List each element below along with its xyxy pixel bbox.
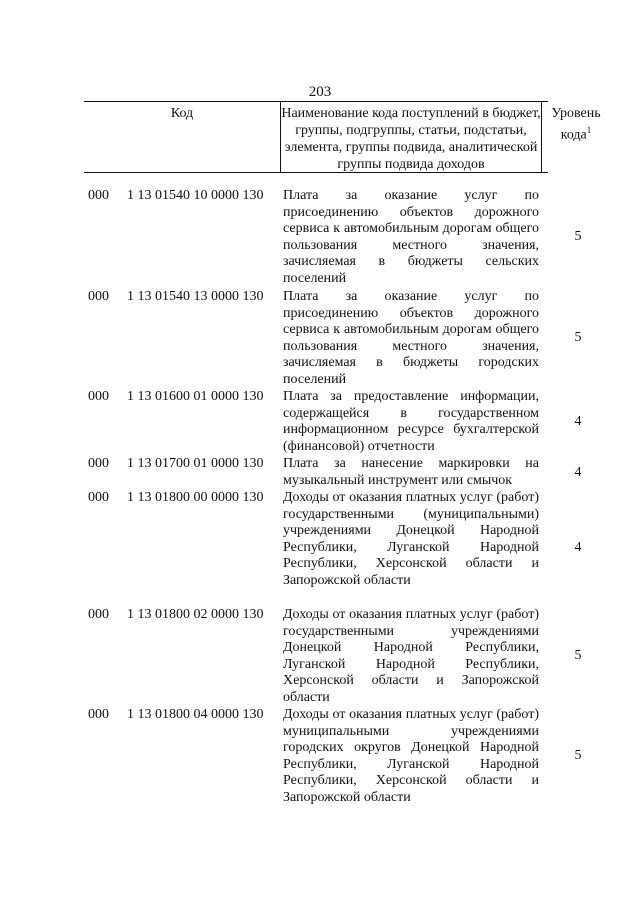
row-code: 1 13 01800 00 0000 130 [127, 490, 264, 505]
row-level: 5 [574, 330, 582, 345]
row-level: 5 [574, 229, 582, 244]
row-code: 1 13 01600 01 0000 130 [127, 389, 264, 404]
row-code: 1 13 01700 01 0000 130 [127, 456, 264, 471]
row-code: 1 13 01800 04 0000 130 [127, 707, 264, 722]
row-name: Доходы от оказания платных услуг (работ) государственными (муниципальными) учреждениями Донецкой Народной Республики, Луганской Народной Республики, Херсонской области и Запорожской области [283, 490, 539, 588]
header-level-footnote: 1 [586, 125, 592, 135]
row-level: 5 [574, 748, 582, 763]
row-name: Плата за оказание услуг по присоединению объектов дорожного сервиса к автомобильным дорогам общего пользования местного значения, зачисляемая в бюджеты сельских поселений [283, 188, 539, 286]
row-prefix: 000 [88, 188, 109, 203]
row-name: Доходы от оказания платных услуг (работ) муниципальными учреждениями городских округов Донецкой Народной Республики, Луганской Народной Республики, Херсонской области и Запорожской области [283, 707, 539, 805]
row-name: Плата за оказание услуг по присоединению объектов дорожного сервиса к автомобильным дорогам общего пользования местного значения, зачисляемая в бюджеты городских поселений [283, 289, 539, 387]
row-prefix: 000 [88, 607, 109, 622]
row-name: Плата за нанесение маркировки на музыкальный инструмент или смычок [283, 456, 539, 488]
header-code: Код [170, 106, 194, 121]
row-code: 1 13 01540 13 0000 130 [127, 289, 264, 304]
row-level: 4 [574, 465, 582, 480]
table-header [84, 101, 601, 173]
header-level [542, 102, 610, 172]
header-name: Наименование кода поступлений в бюджет, группы, подгруппы, статьи, подстатьи, элемента, группы подвида, аналитической группы подвида доходов [280, 102, 542, 172]
row-prefix: 000 [88, 289, 109, 304]
row-prefix: 000 [88, 456, 109, 471]
row-name: Доходы от оказания платных услуг (работ) государственными учреждениями Донецкой Народной Республики, Луганской Народной Республики, Херсонской области и Запорожской области [283, 607, 539, 705]
row-prefix: 000 [88, 490, 109, 505]
row-code: 1 13 01800 02 0000 130 [127, 607, 264, 622]
row-prefix: 000 [88, 389, 109, 404]
row-name: Плата за предоставление информации, содержащейся в государственном информационном ресурсе бухгалтерской (финансовой) отчетности [283, 389, 539, 454]
row-prefix: 000 [88, 707, 109, 722]
row-level: 5 [574, 648, 582, 663]
page-number: 203 [308, 84, 332, 100]
row-level: 4 [574, 414, 582, 429]
header-level-label: Уровень кода [551, 106, 601, 143]
row-level: 4 [574, 540, 582, 555]
row-code: 1 13 01540 10 0000 130 [127, 188, 264, 203]
